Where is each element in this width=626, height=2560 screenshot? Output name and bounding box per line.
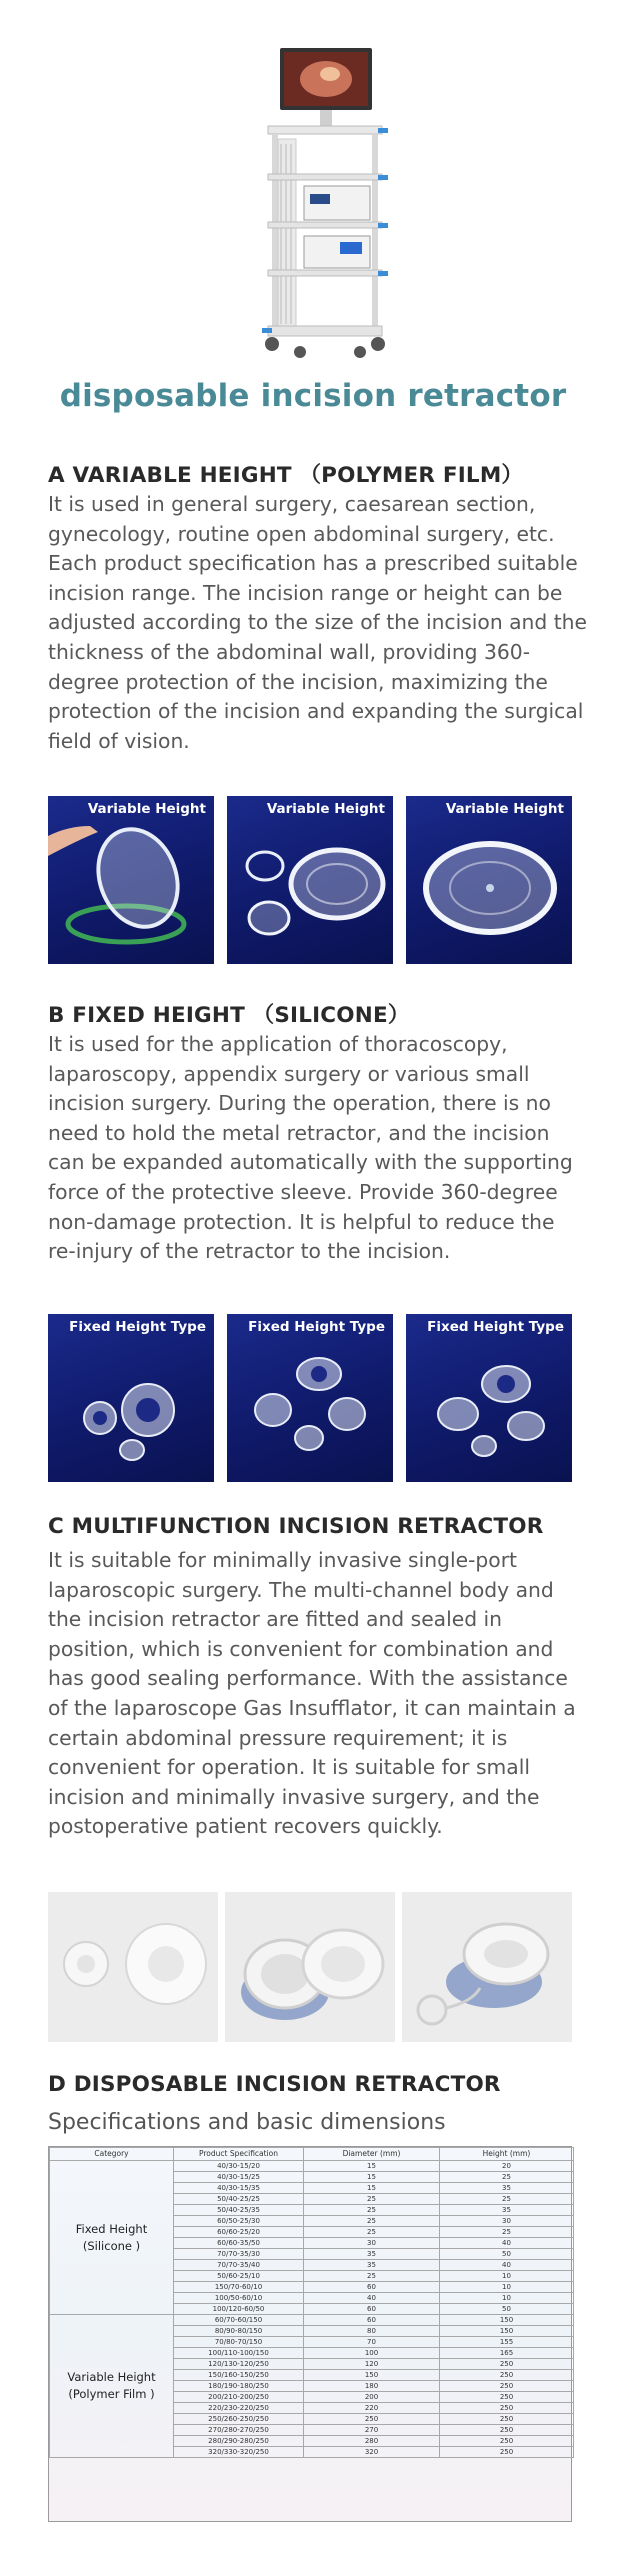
diameter-cell: 70 (304, 2337, 440, 2348)
diameter-cell: 180 (304, 2381, 440, 2392)
section-c-body: It is suitable for minimally invasive single-port laparoscopic surgery. The multi-channel body and the incision retractor are fitted and sealed in position, which is convenient for combination and has good sealing performance. With the assistance of the laparoscope Gas Insufflator, it can maintain a certain abdominal pressure requirement; it is convenient for operation. It is suitable for small incision and minimally invasive surgery, and the postoperative patient recovers quickly. (48, 1548, 576, 1839)
category-cell: Variable Height (Polymer Film ) (50, 2315, 174, 2458)
diameter-cell: 270 (304, 2425, 440, 2436)
spec-table-header-row (50, 2148, 574, 2161)
spec-table-container (48, 2146, 572, 2522)
diameter-cell: 25 (304, 2227, 440, 2238)
equipment-tower-image (260, 44, 390, 364)
specification-cell: 60/60-25/20 (174, 2227, 304, 2238)
specification-cell: 50/40-25/35 (174, 2205, 304, 2216)
specification-cell: 60/50-25/30 (174, 2216, 304, 2227)
section-b-body: It is used for the application of thoracoscopy, laparoscopy, appendix surgery or various small incision surgery. During the operation, there is no need to hold the metal retractor, and the incision can be expanded automatically with the supporting force of the protective sleeve. Provide 360-degree non-damage protection. It is helpful to reduce the re-injury of the retractor to the incision. (48, 1032, 573, 1264)
specification-cell: 100/110-100/150 (174, 2348, 304, 2359)
height-cell: 250 (440, 2370, 574, 2381)
specification-cell: 120/130-120/250 (174, 2359, 304, 2370)
specification-cell: 320/330-320/250 (174, 2447, 304, 2458)
diameter-cell: 25 (304, 2205, 440, 2216)
specification-cell: 70/70-35/40 (174, 2260, 304, 2271)
photo-caption: Fixed Height Type (427, 1319, 564, 1335)
section-a-heading: A VARIABLE HEIGHT （POLYMER FILM） (48, 463, 524, 488)
variable-height-photo-2 (227, 796, 393, 964)
height-cell: 250 (440, 2403, 574, 2414)
section-a-photos (48, 796, 572, 964)
height-cell: 10 (440, 2282, 574, 2293)
diameter-cell: 250 (304, 2414, 440, 2425)
specification-cell: 150/160-150/250 (174, 2370, 304, 2381)
specification-cell: 200/210-200/250 (174, 2392, 304, 2403)
height-cell: 40 (440, 2238, 574, 2249)
height-cell: 155 (440, 2337, 574, 2348)
specification-cell: 80/90-80/150 (174, 2326, 304, 2337)
specification-cell: 60/60-35/50 (174, 2238, 304, 2249)
specification-cell: 60/70-60/150 (174, 2315, 304, 2326)
diameter-cell: 60 (304, 2304, 440, 2315)
height-cell: 25 (440, 2172, 574, 2183)
diameter-cell: 25 (304, 2271, 440, 2282)
height-cell: 25 (440, 2194, 574, 2205)
fixed-height-photo-2 (227, 1314, 393, 1482)
height-cell: 250 (440, 2436, 574, 2447)
diameter-cell: 60 (304, 2315, 440, 2326)
diameter-cell: 150 (304, 2370, 440, 2381)
specification-cell: 70/70-35/30 (174, 2249, 304, 2260)
diameter-cell: 80 (304, 2326, 440, 2337)
height-cell: 10 (440, 2293, 574, 2304)
multifunction-photo-1 (48, 1892, 218, 2042)
specification-cell: 100/50-60/10 (174, 2293, 304, 2304)
header-product-specification: Product Specification (174, 2148, 304, 2161)
specification-cell: 270/280-270/250 (174, 2425, 304, 2436)
diameter-cell: 200 (304, 2392, 440, 2403)
photo-caption: Fixed Height Type (69, 1319, 206, 1335)
specification-cell: 50/40-25/25 (174, 2194, 304, 2205)
height-cell: 40 (440, 2260, 574, 2271)
photo-caption: Variable Height (445, 801, 564, 817)
height-cell: 50 (440, 2304, 574, 2315)
category-cell: Fixed Height (Silicone ) (50, 2161, 174, 2315)
height-cell: 150 (440, 2326, 574, 2337)
height-cell: 250 (440, 2381, 574, 2392)
diameter-cell: 15 (304, 2172, 440, 2183)
height-cell: 10 (440, 2271, 574, 2282)
section-d-subheading: Specifications and basic dimensions (48, 2110, 446, 2135)
section-d-heading: D DISPOSABLE INCISION RETRACTOR (48, 2072, 501, 2097)
section-a-body: It is used in general surgery, caesarean section, gynecology, routine open abdominal surgery, etc. Each product specification has a prescribed suitable incision range. The incision range or height can be adjusted according to the size of the incision and the thickness of the abdominal wall, providing 360-degree protection of the incision, maximizing the protection of the incision and expanding the surgical field of vision. (48, 492, 588, 753)
variable-height-photo-3 (406, 796, 572, 964)
height-cell: 35 (440, 2205, 574, 2216)
table-row (50, 2315, 574, 2326)
variable-height-photo-1 (48, 796, 214, 964)
diameter-cell: 35 (304, 2260, 440, 2271)
spec-table-body (50, 2161, 574, 2458)
multifunction-photo-2 (225, 1892, 395, 2042)
photo-caption: Variable Height (266, 801, 385, 817)
specification-cell: 280/290-280/250 (174, 2436, 304, 2447)
diameter-cell: 15 (304, 2183, 440, 2194)
diameter-cell: 30 (304, 2238, 440, 2249)
specification-cell: 150/70-60/10 (174, 2282, 304, 2293)
diameter-cell: 320 (304, 2447, 440, 2458)
header-category: Category (50, 2148, 174, 2161)
photo-caption: Fixed Height Type (248, 1319, 385, 1335)
height-cell: 35 (440, 2183, 574, 2194)
specification-cell: 70/80-70/150 (174, 2337, 304, 2348)
height-cell: 250 (440, 2392, 574, 2403)
specification-cell: 40/30-15/35 (174, 2183, 304, 2194)
header-diameter: Diameter (mm) (304, 2148, 440, 2161)
multifunction-photo-3 (402, 1892, 572, 2042)
spec-table (49, 2147, 574, 2458)
photo-caption: Variable Height (87, 801, 206, 817)
specification-cell: 220/230-220/250 (174, 2403, 304, 2414)
fixed-height-photo-3 (406, 1314, 572, 1482)
diameter-cell: 25 (304, 2216, 440, 2227)
height-cell: 30 (440, 2216, 574, 2227)
height-cell: 250 (440, 2447, 574, 2458)
height-cell: 250 (440, 2414, 574, 2425)
height-cell: 25 (440, 2227, 574, 2238)
specification-cell: 100/120-60/50 (174, 2304, 304, 2315)
section-c-heading: C MULTIFUNCTION INCISION RETRACTOR (48, 1514, 544, 1539)
table-row (50, 2161, 574, 2172)
diameter-cell: 25 (304, 2194, 440, 2205)
height-cell: 50 (440, 2249, 574, 2260)
diameter-cell: 100 (304, 2348, 440, 2359)
diameter-cell: 60 (304, 2282, 440, 2293)
page-title: disposable incision retractor (59, 378, 567, 414)
diameter-cell: 220 (304, 2403, 440, 2414)
section-b-photos (48, 1314, 572, 1482)
diameter-cell: 15 (304, 2161, 440, 2172)
specification-cell: 180/190-180/250 (174, 2381, 304, 2392)
specification-cell: 250/260-250/250 (174, 2414, 304, 2425)
diameter-cell: 35 (304, 2249, 440, 2260)
section-c-photos (48, 1892, 572, 2042)
height-cell: 250 (440, 2359, 574, 2370)
diameter-cell: 280 (304, 2436, 440, 2447)
fixed-height-photo-1 (48, 1314, 214, 1482)
specification-cell: 40/30-15/20 (174, 2161, 304, 2172)
height-cell: 20 (440, 2161, 574, 2172)
height-cell: 250 (440, 2425, 574, 2436)
specification-cell: 40/30-15/25 (174, 2172, 304, 2183)
diameter-cell: 40 (304, 2293, 440, 2304)
height-cell: 165 (440, 2348, 574, 2359)
diameter-cell: 120 (304, 2359, 440, 2370)
height-cell: 150 (440, 2315, 574, 2326)
specification-cell: 50/60-25/10 (174, 2271, 304, 2282)
section-b-heading: B FIXED HEIGHT （SILICONE） (48, 1003, 410, 1028)
header-height: Height (mm) (440, 2148, 574, 2161)
